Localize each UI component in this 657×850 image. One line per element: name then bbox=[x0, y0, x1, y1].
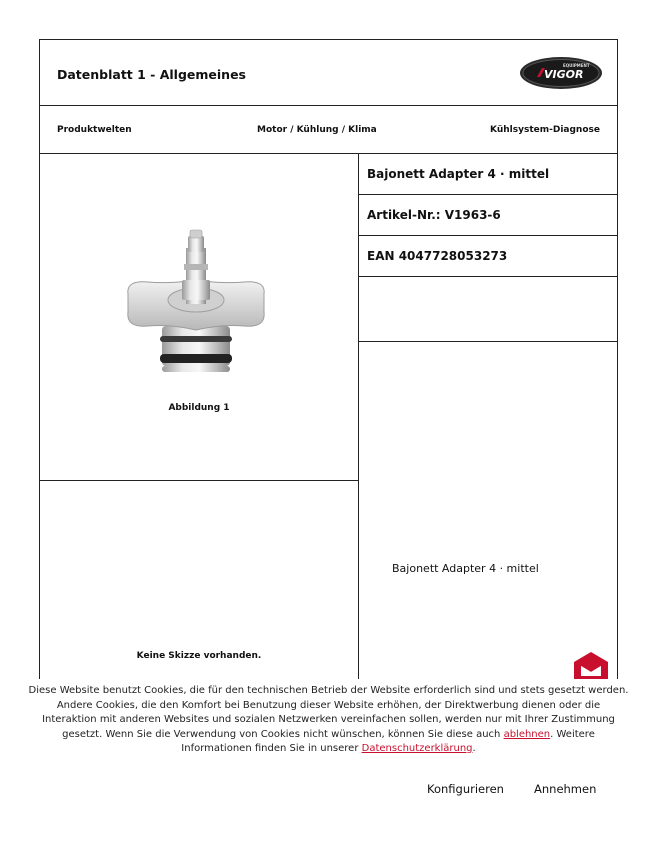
ean-number: EAN 4047728053273 bbox=[359, 236, 617, 277]
decline-link[interactable]: ablehnen bbox=[503, 728, 551, 740]
empty-row bbox=[359, 277, 617, 342]
breadcrumb-item-produktwelten: Produktwelten bbox=[57, 125, 132, 135]
privacy-policy-link[interactable]: Datenschutzerklärung bbox=[361, 743, 473, 754]
datasheet bbox=[39, 39, 618, 679]
cookie-notice-text bbox=[28, 684, 629, 757]
cookie-banner bbox=[0, 679, 657, 850]
breadcrumb-item-subcategory: Kühlsystem-Diagnose bbox=[490, 125, 600, 135]
product-name: Bajonett Adapter 4 · mittel bbox=[359, 154, 617, 195]
cookie-text-part2: . Weitere Informationen finden Sie in unserer bbox=[181, 728, 595, 754]
sketch-cell bbox=[40, 481, 358, 680]
datasheet-header bbox=[40, 40, 617, 106]
right-column bbox=[359, 154, 617, 680]
breadcrumb bbox=[40, 106, 617, 154]
configure-button[interactable]: Konfigurieren bbox=[427, 782, 504, 796]
left-column bbox=[40, 154, 359, 680]
breadcrumb-item-category: Motor / Kühlung / Klima bbox=[257, 125, 377, 135]
logo-subtext: EQUIPMENT bbox=[563, 63, 590, 68]
cookie-text-part3: . bbox=[472, 743, 476, 754]
vigor-logo bbox=[519, 56, 603, 90]
logo-text: VIGOR bbox=[544, 68, 584, 81]
mail-icon[interactable] bbox=[574, 652, 608, 680]
figure-caption: Abbildung 1 bbox=[168, 403, 230, 413]
sketch-placeholder-text: Keine Skizze vorhanden. bbox=[136, 651, 262, 661]
cookie-text-part1: Diese Website benutzt Cookies, die für den technischen Betrieb der Website erforderlich sind und stets gesetzt werden. Andere Cookies, die den Komfort bei Benutzung dieser Website erhöhen, der Direktwerbung dienen oder die Interaktion mit anderen Websites und sozialen Netzwerken vereinfachen sollen, werden nur mit Ihrer Zustimmung gesetzt. Wenn Sie die Verwendung von Cookies nicht wünschen, können Sie diese auch bbox=[28, 685, 629, 740]
accept-button[interactable]: Annehmen bbox=[534, 782, 597, 796]
product-image bbox=[118, 228, 274, 380]
product-description: Bajonett Adapter 4 · mittel bbox=[392, 562, 539, 575]
page-title: Datenblatt 1 - Allgemeines bbox=[57, 67, 246, 82]
article-number: Artikel-Nr.: V1963-6 bbox=[359, 195, 617, 236]
figure-cell bbox=[40, 154, 358, 481]
